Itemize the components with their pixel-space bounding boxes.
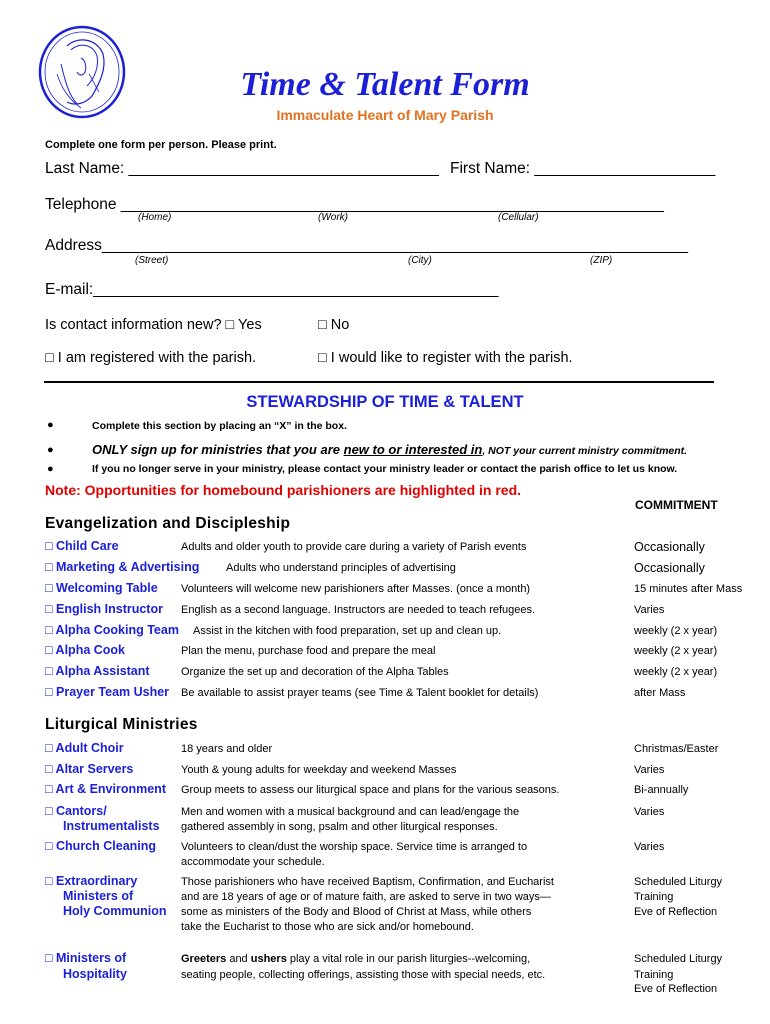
bullet: ● [47,419,54,431]
address-field[interactable]: Address____________________________________________________________________ [45,237,689,254]
ministry-commitment: Scheduled Liturgy [634,953,723,965]
ministry-commitment: Varies [634,806,665,818]
city-label: (City) [408,255,432,266]
work-label: (Work) [318,212,348,223]
ministry-checkbox[interactable]: □ Alpha Cooking Team [45,623,179,637]
ministry-checkbox[interactable]: □ Child Care [45,539,119,553]
ministry-desc: Men and women with a musical background and can lead/engage the [181,806,520,818]
ministry-checkbox[interactable]: □ Cantors/ [45,804,107,818]
bullet: ● [47,444,54,456]
ministry-name-line: Holy Communion [63,904,167,918]
ministry-desc: take the Eucharist to those who are sick and/or homebound. [181,921,474,933]
ministry-commitment: weekly (2 x year) [634,645,718,657]
ministry-checkbox[interactable]: □ Ministers of [45,951,127,965]
ministry-checkbox[interactable]: □ Welcoming Table [45,581,158,595]
ministry-checkbox[interactable]: □ Alpha Assistant [45,664,150,678]
ministry-commitment: Varies [634,841,665,853]
ministry-commitment: weekly (2 x year) [634,666,718,678]
form-title: Time & Talent Form [240,66,530,103]
instructions: Complete one form per person. Please print. [45,139,277,151]
ministry-desc: Greeters and ushers play a vital role in our parish liturgies--welcoming, [181,953,531,965]
ministry-desc: 18 years and older [181,743,273,755]
ministry-desc: Assist in the kitchen with food preparation, set up and clean up. [193,625,502,637]
ministry-commitment: Eve of Reflection [634,983,718,995]
ministry-name-line: Ministers of [63,889,134,903]
ministry-checkbox[interactable]: □ Art & Environment [45,782,166,796]
bullet-instruction-3: If you no longer serve in your ministry, please contact your ministry leader or contact the parish office to let us know. [92,463,678,475]
street-label: (Street) [135,255,169,266]
email-field[interactable]: E-mail:_______________________________________________ [45,281,499,298]
first-name-field[interactable]: First Name: _____________________ [450,160,716,177]
ministry-desc: Adults who understand principles of advertising [226,562,456,574]
bullet: ● [47,463,54,475]
commitment-header: COMMITMENT [635,498,718,512]
section-evangelization: Evangelization and Discipleship [45,515,291,532]
ministry-desc: some as ministers of the Body and Blood of Christ at Mass, while others [181,906,532,918]
ministry-desc: English as a second language. Instructors are needed to teach refugees. [181,604,536,616]
ministry-desc: Organize the set up and decoration of the Alpha Tables [181,666,449,678]
ministry-desc: Be available to assist prayer teams (see Time & Talent booklet for details) [181,687,539,699]
register-checkbox[interactable]: □ I would like to register with the parish. [318,350,573,366]
ministry-name-line: Instrumentalists [63,819,160,833]
home-label: (Home) [138,212,172,223]
ministry-desc: Volunteers to clean/dust the worship space. Service time is arranged to [181,841,528,853]
contact-new-checkbox[interactable]: Is contact information new? □ Yes [45,317,262,333]
ministry-commitment: after Mass [634,687,686,699]
bullet-instruction-2: ONLY sign up for ministries that you are new to or interested in, NOT your current ministry commitment. [92,442,688,457]
zip-label: (ZIP) [590,255,613,266]
stewardship-heading: STEWARDSHIP OF TIME & TALENT [246,393,524,411]
ministry-desc: Those parishioners who have received Baptism, Confirmation, and Eucharist [181,876,554,888]
ministry-commitment: Christmas/Easter [634,743,719,755]
last-name-field[interactable]: Last Name: ____________________________________ [45,160,439,177]
ministry-commitment: weekly (2 x year) [634,625,718,637]
parish-name: Immaculate Heart of Mary Parish [276,107,494,123]
ministry-commitment: Varies [634,604,665,616]
ministry-checkbox[interactable]: □ Marketing & Advertising [45,560,200,574]
ministry-desc: Volunteers will welcome new parishioners after Masses. (once a month) [181,583,531,595]
ministry-checkbox[interactable]: □ Altar Servers [45,762,134,776]
divider [44,381,714,383]
ministry-desc: gathered assembly in song, psalm and other liturgical responses. [181,821,498,833]
telephone-field[interactable]: Telephone _______________________________________________________________ [45,196,664,213]
ministry-checkbox[interactable]: □ Church Cleaning [45,839,157,853]
ministry-desc: Group meets to assess our liturgical space and plans for the various seasons. [181,784,560,796]
ministry-commitment: 15 minutes after Mass [634,583,743,595]
ministry-name-line: Hospitality [63,967,127,981]
ministry-commitment: Occasionally [634,540,705,554]
ministry-commitment: Eve of Reflection [634,906,718,918]
ministry-checkbox[interactable]: □ Adult Choir [45,741,124,755]
ministry-desc: seating people, collecting offerings, assisting those with special needs, etc. [181,969,546,981]
ministry-desc: accommodate your schedule. [181,856,325,868]
ministry-commitment: Occasionally [634,561,705,575]
ministry-checkbox[interactable]: □ Extraordinary [45,874,138,888]
homebound-note: Note: Opportunities for homebound parishioners are highlighted in red. [45,482,522,498]
ministry-desc: Adults and older youth to provide care during a variety of Parish events [181,541,527,553]
contact-no-checkbox[interactable]: □ No [318,317,350,333]
ministry-checkbox[interactable]: □ Prayer Team Usher [45,685,170,699]
ministry-desc: Plan the menu, purchase food and prepare the meal [181,645,436,657]
ministry-commitment: Scheduled Liturgy [634,876,723,888]
ministry-commitment: Varies [634,764,665,776]
ministry-checkbox[interactable]: □ English Instructor [45,602,163,616]
ministry-commitment: Bi-annually [634,784,689,796]
registered-checkbox[interactable]: □ I am registered with the parish. [45,350,257,366]
ministry-commitment: Training [634,891,674,903]
ministry-desc: and are 18 years of age or of mature faith, are asked to serve in two ways— [181,891,551,903]
ministry-checkbox[interactable]: □ Alpha Cook [45,643,126,657]
cellular-label: (Cellular) [498,212,539,223]
ministry-commitment: Training [634,969,674,981]
section-liturgical: Liturgical Ministries [45,716,198,733]
ministry-desc: Youth & young adults for weekday and weekend Masses [181,764,457,776]
bullet-instruction-1: Complete this section by placing an “X” in the box. [92,420,347,432]
